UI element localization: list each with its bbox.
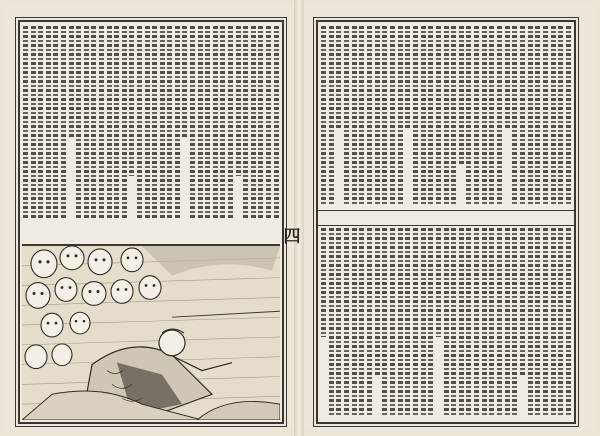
text-column (107, 26, 112, 218)
text-column (436, 26, 441, 204)
text-column (382, 26, 387, 204)
text-column (413, 26, 418, 204)
text-column (436, 228, 441, 337)
text-column (167, 26, 172, 218)
text-column (352, 26, 357, 204)
text-column (76, 26, 81, 218)
text-column (359, 26, 364, 204)
text-column (474, 26, 479, 204)
text-column (466, 26, 471, 204)
text-column (198, 26, 203, 218)
text-column (390, 26, 395, 204)
text-column (352, 228, 357, 416)
text-column (69, 26, 74, 137)
text-column (558, 26, 563, 204)
text-column (321, 26, 326, 204)
text-column (451, 228, 456, 416)
text-column (99, 26, 104, 218)
text-column (336, 26, 341, 129)
text-column (444, 26, 449, 204)
text-column (321, 228, 326, 337)
text-column (329, 26, 334, 204)
text-column (505, 228, 510, 416)
text-column (258, 26, 263, 218)
text-column (137, 26, 142, 218)
text-column (535, 228, 540, 416)
text-column (375, 228, 380, 375)
text-column (566, 228, 571, 416)
text-column (359, 228, 364, 416)
text-column (213, 26, 218, 218)
text-column (336, 228, 341, 416)
text-column (84, 26, 89, 218)
text-column (413, 228, 418, 416)
text-column (344, 228, 349, 416)
text-column (398, 228, 403, 416)
left-page-frame (18, 20, 284, 424)
left-page (4, 6, 294, 430)
text-column (390, 228, 395, 416)
text-column (61, 26, 66, 218)
text-column (466, 228, 471, 416)
text-column (329, 228, 334, 416)
text-column (23, 26, 28, 218)
text-column (520, 228, 525, 375)
text-column (46, 26, 51, 218)
text-column (243, 26, 248, 218)
text-column (497, 228, 502, 416)
text-column (459, 26, 464, 165)
text-column (528, 26, 533, 204)
text-column (145, 26, 150, 218)
text-column (528, 228, 533, 416)
text-column (160, 26, 165, 218)
text-column (405, 228, 410, 416)
text-column (182, 26, 187, 137)
right-page (304, 6, 596, 430)
text-column (421, 228, 426, 416)
text-column (482, 228, 487, 416)
text-column (428, 228, 433, 416)
book-gutter (294, 0, 304, 436)
text-column (114, 26, 119, 218)
right-page-upper-text-columns (321, 26, 571, 204)
text-column (382, 228, 387, 416)
text-column (122, 26, 127, 218)
text-column (405, 26, 410, 129)
text-column (428, 26, 433, 204)
text-column (266, 26, 271, 218)
text-column (474, 228, 479, 416)
text-column (251, 26, 256, 218)
text-column (459, 228, 464, 416)
text-column (535, 26, 540, 204)
text-column (497, 26, 502, 204)
text-column (375, 26, 380, 204)
text-column (451, 26, 456, 204)
text-column (190, 26, 195, 218)
left-page-text-columns (23, 26, 279, 218)
text-column (551, 26, 556, 204)
text-column (543, 26, 548, 204)
text-column (38, 26, 43, 218)
page-number: 四 (283, 227, 301, 247)
text-column (512, 26, 517, 204)
text-column (367, 26, 372, 204)
text-column (543, 228, 548, 416)
text-column (228, 26, 233, 218)
text-column (421, 26, 426, 204)
text-column (53, 26, 58, 218)
text-column (566, 26, 571, 204)
text-column (489, 228, 494, 416)
text-column (129, 26, 134, 176)
right-page-lower-text-columns (321, 228, 571, 416)
text-column (444, 228, 449, 416)
text-column (505, 26, 510, 129)
text-column (91, 26, 96, 218)
text-column (236, 26, 241, 176)
text-column (551, 228, 556, 416)
text-column (175, 26, 180, 218)
text-column (31, 26, 36, 218)
text-column (205, 26, 210, 218)
right-page-frame (316, 20, 576, 424)
ghost-illustration-drawing (22, 246, 280, 420)
text-column (152, 26, 157, 218)
text-column (482, 26, 487, 204)
text-column (367, 228, 372, 416)
text-column (489, 26, 494, 204)
text-column (512, 228, 517, 416)
text-column (220, 26, 225, 218)
text-column (344, 26, 349, 204)
ghost-illustration (22, 244, 280, 420)
text-column (520, 26, 525, 204)
text-column (558, 228, 563, 416)
text-column (274, 26, 279, 218)
section-divider (318, 210, 574, 226)
text-column (398, 26, 403, 204)
